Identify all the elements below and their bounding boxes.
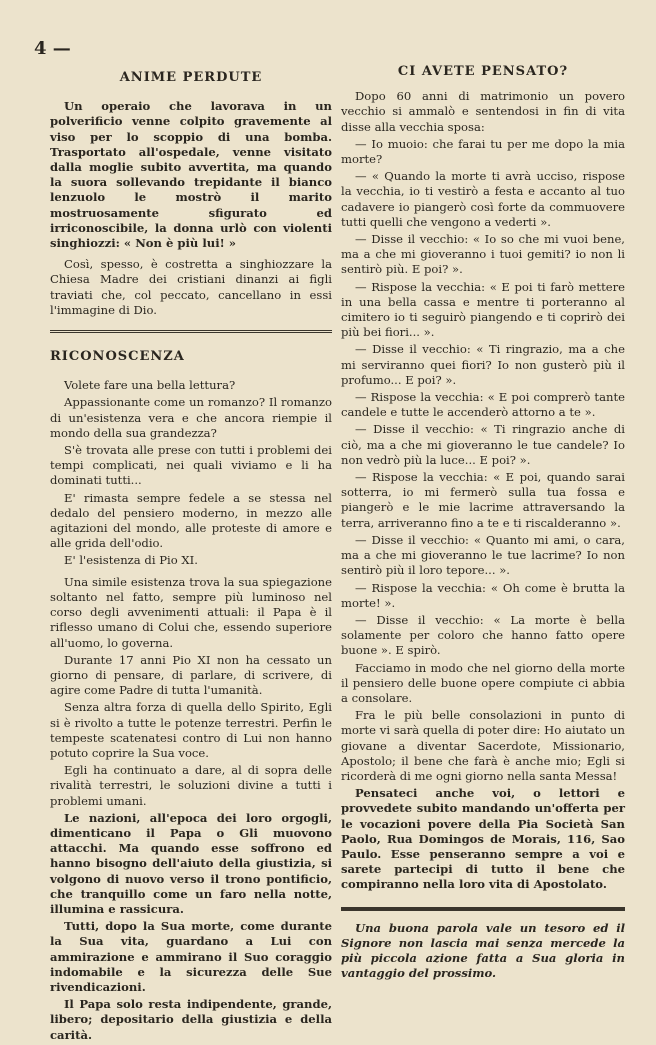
story-paragraph: — Disse il vecchio: « Io so che mi vuoi bene, ma a che mi gioveranno i tuoi gemiti? io non li sentirò più. E poi? ». xyxy=(341,232,625,277)
riconoscenza-paragraph: Volete fare una bella lettura? xyxy=(64,378,236,393)
appeal-paragraph: Pensateci anche voi, o lettori e provvedete subito mandando un'offerta per le vocazioni povere della Pia Società San Paolo, Rua Domingos de Morais, 116, Sao Paulo. Esse penseranno sempre a voi e sarete partecipi di tutto il bene che compiranno nella loro vita di Apostolato. xyxy=(341,786,625,892)
riconoscenza-paragraph: Durante 17 anni Pio XI non ha cessato un giorno di pensare, di parlare, di scrivere, di agire come Padre di tutta l'umanità. xyxy=(50,652,332,698)
left-column xyxy=(50,70,332,1045)
riconoscenza-paragraph: Il Papa solo resta indipendente, grande, libero; depositario della giustizia e della carità. xyxy=(50,997,332,1042)
article-title-riconoscenza: RICONOSCENZA xyxy=(50,349,185,365)
story-paragraph: — Rispose la vecchia: « E poi ti farò mettere in una bella cassa e mentre ti porteranno al cimitero io ti seguirò piangendo e ti coprirò dei più bei fiori... ». xyxy=(341,279,625,340)
riconoscenza-paragraph: Una simile esistenza trova la sua spiegazione soltanto nel fatto, sempre più luminoso nel corso degli avvenimenti attuali: il Papa è il riflesso umano di Colui che, essendo superiore all'uomo, lo governa. xyxy=(50,574,332,650)
story-paragraph: — Rispose la vecchia: « E poi, quando sarai sotterra, io mi fermerò sulla tua fossa e piangerò e le mie lacrime attraversando la terra, arriveranno fino a te e ti riscalderanno ». xyxy=(341,470,625,530)
story-paragraph: Facciamo in modo che nel giorno della morte il pensiero delle buone opere compiute ci abbia a consolare. xyxy=(341,660,625,705)
riconoscenza-paragraph: Senza altra forza di quella dello Spirito, Egli si è rivolto a tutte le potenze terrestri. Perfin le tempeste scatenatesi contro di Lui non hanno potuto coprire la Sua voce. xyxy=(50,700,332,760)
article-title-ci-avete-pensato: CI AVETE PENSATO? xyxy=(397,64,569,79)
story-paragraph: Fra le più belle consolazioni in punto di morte vi sarà quella di poter dire: Ho aiutato un giovane a diventar Sacerdote, Missionario, Apostolo; il bene che farà è anche mio; Egli si ricorderà di me ogni giorno nella santa Messa! xyxy=(341,708,625,783)
story-paragraph: — Disse il vecchio: « La morte è bella solamente per coloro che hanno fatto opere buone ». E spirò. xyxy=(341,612,625,658)
article-title-anime-perdute: ANIME PERDUTE xyxy=(119,70,263,85)
story-paragraph: — Rispose la vecchia: « Oh come è brutta la morte! ». xyxy=(341,580,625,610)
story-paragraph: — Rispose la vecchia: « E poi comprerò tante candele e tutte le accenderò attorno a te ». xyxy=(341,390,625,420)
riconoscenza-paragraph: Tutti, dopo la Sua morte, come durante la Sua vita, guardano a Lui con ammirazione e ammirano il Suo coraggio indomabile e la sicurezza delle Sue rivendicazioni. xyxy=(50,919,332,994)
quote-divider xyxy=(341,907,625,911)
story-paragraph: Dopo 60 anni di matrimonio un povero vecchio si ammalò e sentendosi in fin di vita disse alla vecchia sposa: xyxy=(341,89,625,134)
story-paragraph: — Io muoio: che farai tu per me dopo la mia morte? xyxy=(341,136,625,167)
anime-paragraph-2: Così, spesso, è costretta a singhiozzare la Chiesa Madre dei cristiani dinanzi ai figli traviati che, col peccato, cancellano in essi l'immagine di Dio. xyxy=(50,257,332,317)
page-number: 4 — xyxy=(34,38,71,59)
closing-quote: Una buona parola vale un tesoro ed il Signore non lascia mai senza mercede la più piccola azione fatta a Sua gloria in vantaggio del prossimo. xyxy=(341,920,625,981)
riconoscenza-paragraph: E' rimasta sempre fedele a se stessa nel dedalo del pensiero moderno, in mezzo alle agitazioni del mondo, alle proteste di amore e alle grida dell'odio. xyxy=(50,490,332,551)
riconoscenza-paragraph: E' l'esistenza di Pio XI. xyxy=(64,553,198,568)
riconoscenza-paragraph: Le nazioni, all'epoca dei loro orgogli, dimenticano il Papa o Gli muovono attacchi. Ma quando esse soffrono ed hanno bisogno dell'aiuto della giustizia, si volgono di nuovo verso il trono pontificio, che tranquillo come un faro nella notte, illumina e rassicura. xyxy=(50,810,332,916)
story-paragraph: — Disse il vecchio: « Ti ringrazio, ma a che mi serviranno quei fiori? Io non gusterò più il profumo... E poi? ». xyxy=(341,342,625,387)
section-divider xyxy=(50,330,332,333)
right-column xyxy=(341,64,625,983)
story-paragraph: — Disse il vecchio: « Quanto mi ami, o cara, ma a che mi gioveranno le tue lacrime? Io non sentirò più il loro tepore... ». xyxy=(341,532,625,578)
story-paragraph: — Disse il vecchio: « Ti ringrazio anche di ciò, ma a che mi gioveranno le tue candele? Io non vedrò più la luce... E poi? ». xyxy=(341,422,625,467)
riconoscenza-paragraph: Egli ha continuato a dare, al di sopra delle rivalità terrestri, le soluzioni divine a tutti i problemi umani. xyxy=(50,763,332,808)
riconoscenza-paragraph: Appassionante come un romanzo? Il romanzo di un'esistenza vera e che ancora riempie il mondo della sua grandezza? xyxy=(50,395,332,440)
anime-paragraph-1: Un operaio che lavorava in un polverificio venne colpito gravemente al viso per lo scoppio di una bomba. Trasportato all'ospedale, venne visitato dalla moglie subito avvertita, ma quando la suora sollevando trepidante il bianco lenzuolo le mostrò il marito mostruosamente sfigurato ed irriconoscibile, la donna urlò con violenti singhiozzi: « Non è più lui! » xyxy=(50,99,332,251)
story-paragraph: — « Quando la morte ti avrà ucciso, rispose la vecchia, io ti vestirò a festa e accanto al tuo cadavere io piangerò così forte da commuovere tutti quelli che vengono a vederti ». xyxy=(341,169,625,229)
riconoscenza-paragraph: S'è trovata alle prese con tutti i problemi dei tempi complicati, nei quali viviamo e li ha dominati tutti... xyxy=(50,443,332,488)
